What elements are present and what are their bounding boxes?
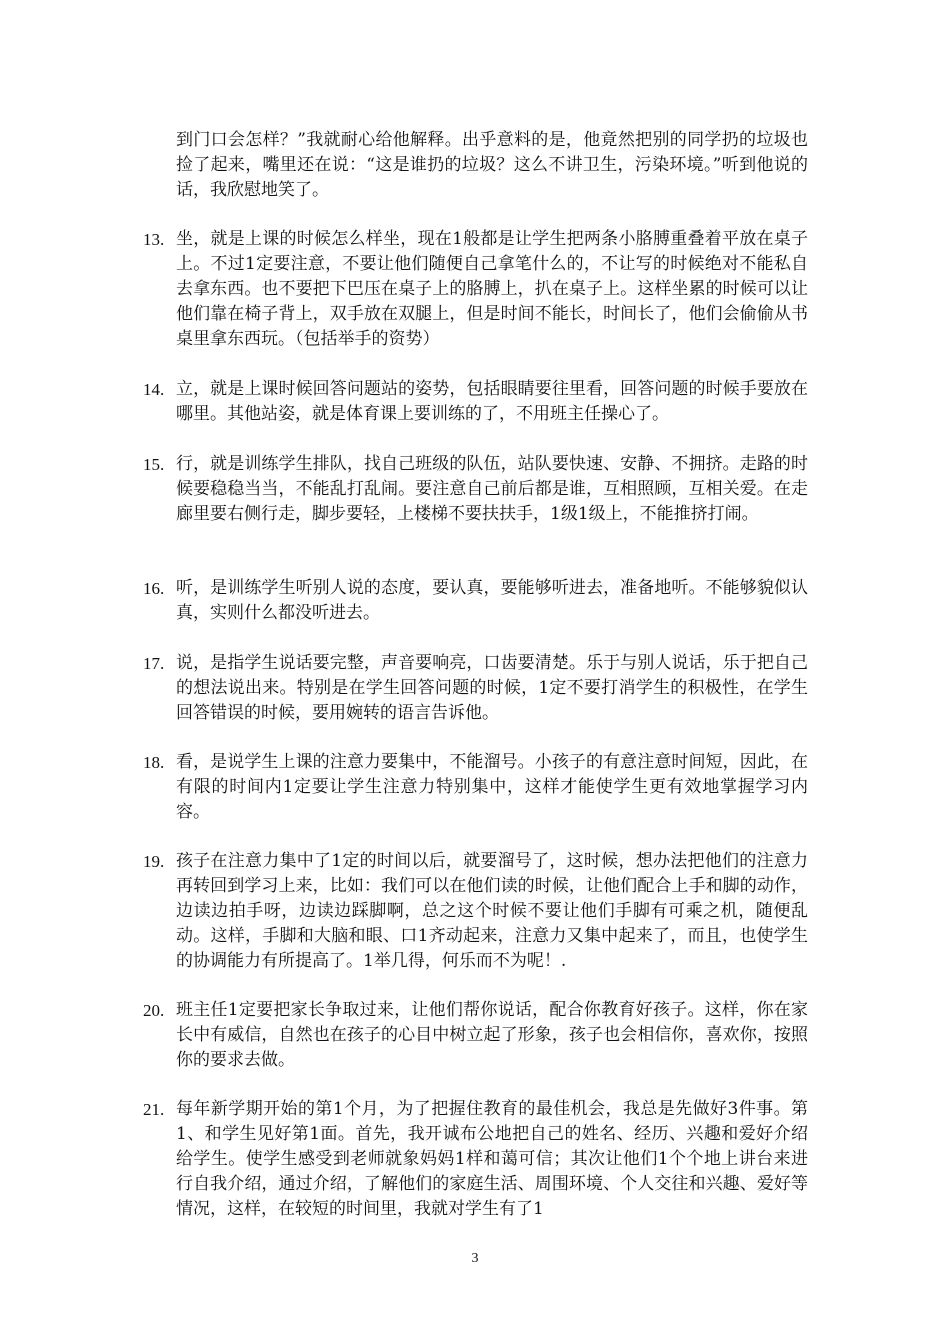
continuation-paragraph: 到门口会怎样？”我就耐心给他解释。出乎意料的是，他竟然把别的同学扔的垃圾也捡了起来，嘴里还在说：“这是谁扔的垃圾？这么不讲卫生，污染环境。”听到他说的话，我欣慰地笑了。 <box>176 130 808 200</box>
item-number: 13. <box>143 230 165 249</box>
list-item-paragraph: 坐，就是上课的时候怎么样坐，现在1般都是让学生把两条小胳膊重叠着平放在桌子上。不过1定要注意，不要让他们随便自己拿笔什么的，不让写的时候绝对不能私自去拿东西。也不要把下巴压在桌子上的胳膊上，扒在桌子上。这样坐累的时候可以让他们靠在椅子背上，双手放在双腿上，但是时间不能长，时间长了，他们会偷偷从书桌里拿东西玩。（包括举手的资势） <box>176 229 808 349</box>
item-number: 17. <box>143 654 165 673</box>
item-number: 16. <box>143 579 165 598</box>
item-number: 18. <box>143 753 165 772</box>
item-number: 20. <box>143 1001 165 1020</box>
list-item-paragraph: 看，是说学生上课的注意力要集中，不能溜号。小孩子的有意注意时间短，因此，在有限的时间内1定要让学生注意力特别集中，这样才能使学生更有效地掌握学习内容。 <box>176 752 808 822</box>
item-number: 19. <box>143 852 165 871</box>
list-item-paragraph: 立，就是上课时候回答问题站的姿势，包括眼睛要往里看，回答问题的时候手要放在哪里。其他站姿，就是体育课上要训练的了，不用班主任操心了。 <box>176 379 808 424</box>
item-number: 21. <box>143 1100 165 1119</box>
item-number: 15. <box>143 455 165 474</box>
item-number: 14. <box>143 380 165 399</box>
list-item-paragraph: 孩子在注意力集中了1定的时间以后，就要溜号了，这时候，想办法把他们的注意力再转回到学习上来，比如：我们可以在他们读的时候，让他们配合上手和脚的动作，边读边拍手呀，边读边踩脚啊，总之这个时候不要让他们手脚有可乘之机，随便乱动。这样，手脚和大脑和眼、口1齐动起来，注意力又集中起来了，而且，也使学生的协调能力有所提高了。1举几得，何乐而不为呢！. <box>176 851 808 971</box>
list-item-paragraph: 班主任1定要把家长争取过来，让他们帮你说话，配合你教育好孩子。这样，你在家长中有威信，自然也在孩子的心目中树立起了形象，孩子也会相信你，喜欢你，按照你的要求去做。 <box>176 1000 808 1070</box>
page-number: 3 <box>471 1251 479 1266</box>
list-item-paragraph: 听，是训练学生听别人说的态度，要认真，要能够听进去，准备地听。不能够貌似认真，实则什么都没听进去。 <box>176 578 808 623</box>
list-item-paragraph: 每年新学期开始的第1个月，为了把握住教育的最佳机会，我总是先做好3件事。第1、和学生见好第1面。首先，我开诚布公地把自己的姓名、经历、兴趣和爱好介绍给学生。使学生感受到老师就象妈妈1样和蔼可信；其次让他们1个个地上讲台来进行自我介绍，通过介绍，了解他们的家庭生活、周围环境、个人交往和兴趣、爱好等情况，这样，在较短的时间里，我就对学生有了1 <box>176 1099 808 1219</box>
list-item-paragraph: 说，是指学生说话要完整，声音要响亮，口齿要清楚。乐于与别人说话，乐于把自己的想法说出来。特别是在学生回答问题的时候，1定不要打消学生的积极性，在学生回答错误的时候，要用婉转的语言告诉他。 <box>176 653 808 723</box>
list-item-paragraph: 行，就是训练学生排队，找自己班级的队伍，站队要快速、安静、不拥挤。走路的时候要稳稳当当，不能乱打乱闹。要注意自己前后都是谁，互相照顾，互相关爱。在走廊里要右侧行走，脚步要轻，上楼梯不要扶扶手，1级1级上，不能推挤打闹。 <box>176 454 808 524</box>
